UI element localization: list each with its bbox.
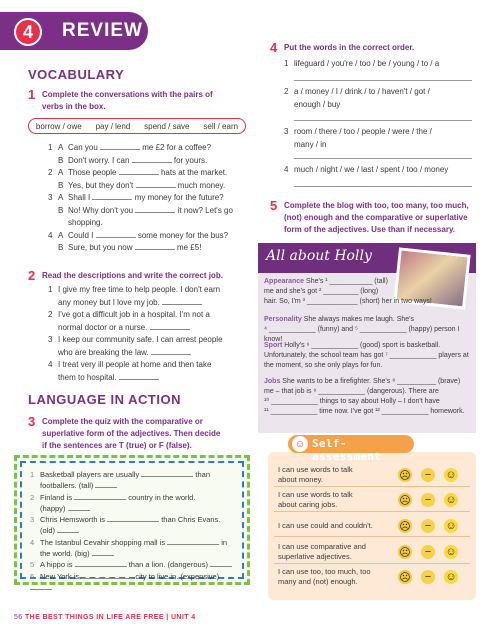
tf-blank[interactable] <box>68 503 90 511</box>
self-assessment-banner <box>288 435 414 463</box>
quiz-line: the world. (big) <box>30 548 234 559</box>
quiz-line: footballers. (tall) <box>30 480 234 491</box>
conversation-line: shopping. <box>68 218 103 227</box>
happy-face-icon[interactable]: ☺ <box>445 469 457 481</box>
happy-face-icon[interactable]: ☺ <box>445 494 457 506</box>
exercise-5-number: 5 <box>270 198 278 213</box>
sad-face-icon[interactable]: ☹ <box>399 546 411 559</box>
quiz-line: 1 Basketball players are usually than <box>30 470 211 479</box>
quiz-line: (happy) <box>30 503 234 514</box>
sad-face-icon[interactable]: ☹ <box>399 520 411 533</box>
exercise-1-instruction: Complete the conversations with the pairs of verbs in the box. <box>42 90 213 111</box>
answer-blank[interactable] <box>81 571 133 579</box>
reorder-item-2: 2 a / money / I / drink / to / haven't / got / enough / buy <box>284 87 430 109</box>
answer-blank[interactable] <box>119 372 159 380</box>
exercise-1-number: 1 <box>28 87 36 102</box>
self-assessment-row: I can use words to talk about caring jobs. <box>278 490 353 509</box>
conversation-line: B Sure, but you now me £5! <box>58 243 202 252</box>
description-line: them to hospital. <box>48 372 253 385</box>
footer-text: THE BEST THINGS IN LIFE ARE FREE | UNIT 4 <box>24 614 196 621</box>
neutral-face-icon[interactable]: − <box>421 493 435 507</box>
self-assessment-row: I can use comparative and superlative adjectives. <box>278 542 366 561</box>
answer-blank[interactable] <box>136 180 176 188</box>
exercise-2-descriptions <box>48 284 253 384</box>
answer-blank[interactable] <box>74 492 126 500</box>
exercise-4-instruction: Put the words in the correct order. <box>284 43 415 52</box>
description-line: 2 I've got a difficult job in a hospital. I'm not a <box>48 310 210 319</box>
sad-face-icon[interactable]: ☹ <box>399 571 411 584</box>
answer-blank[interactable] <box>107 514 159 522</box>
conversation-line: 1 A Can you me £2 for a coffee? <box>48 143 212 152</box>
neutral-face-icon[interactable]: − <box>421 519 435 533</box>
description-line: who are breaking the law. <box>48 347 253 360</box>
answer-line[interactable] <box>294 158 472 159</box>
word-pair: sell / earn <box>203 121 239 131</box>
answer-blank[interactable] <box>100 142 140 150</box>
word-pair: spend / save <box>144 121 190 131</box>
exercise-4-number: 4 <box>270 40 278 55</box>
happy-face-icon[interactable]: ☺ <box>445 571 457 583</box>
unit-badge <box>10 14 46 50</box>
tf-blank[interactable] <box>30 582 52 590</box>
row-divider <box>274 511 470 512</box>
sad-face-icon[interactable]: ☹ <box>399 494 411 507</box>
reorder-item-1: 1 lifeguard / you're / too / be / young / to / a <box>284 59 440 68</box>
exercise-3-number: 3 <box>28 414 36 429</box>
blog-sport: Sport Holly's ⁶ ____________ (good) sport is basketball. Unfortunately, the school team has got ⁷ ____________ players at the moment, so she only plays for fun. <box>264 342 469 369</box>
neutral-face-icon[interactable]: − <box>421 545 435 559</box>
blog-title: All about Holly <box>266 248 372 264</box>
answer-blank[interactable] <box>92 192 132 200</box>
happy-face-icon[interactable]: ☺ <box>445 546 457 558</box>
answer-blank[interactable] <box>119 167 159 175</box>
description-line: 4 I treat very ill people at home and then take <box>48 360 212 369</box>
self-assessment-row: I can use too, too much, too many and (not) enough. <box>278 567 371 586</box>
word-box <box>28 118 246 134</box>
answer-blank[interactable] <box>167 537 219 545</box>
row-divider <box>274 486 470 487</box>
exercise-2-instruction: Read the descriptions and write the correct job. <box>42 271 223 280</box>
answer-blank[interactable] <box>141 469 193 477</box>
description-line: 1 I give my free time to help people. I don't earn <box>48 285 221 294</box>
description-line: 3 I keep our community safe. I can arrest people <box>48 335 223 344</box>
tf-blank[interactable] <box>95 480 117 488</box>
tf-blank[interactable] <box>92 548 114 556</box>
answer-blank[interactable] <box>135 242 175 250</box>
quiz-box <box>14 455 250 585</box>
answer-blank[interactable] <box>96 230 136 238</box>
exercise-1-conversations <box>48 142 248 255</box>
answer-line[interactable] <box>294 186 472 187</box>
word-pair: borrow / owe <box>35 121 82 131</box>
unit-number: 4 <box>16 20 40 44</box>
self-assessment-title: Self-assessment <box>312 437 382 463</box>
quiz-line: (old) <box>30 525 234 536</box>
neutral-face-icon[interactable]: − <box>421 468 435 482</box>
reorder-item-4: 4 much / night / we / last / spent / too / money <box>284 165 449 174</box>
word-pair: pay / lend <box>95 121 131 131</box>
tf-blank[interactable] <box>210 559 232 567</box>
self-assessment-row: I can use could and couldn't. <box>278 521 373 530</box>
happy-face-icon[interactable]: ☺ <box>445 520 457 532</box>
page-footer <box>14 614 196 621</box>
blog-box <box>258 243 476 433</box>
quiz-line: 4 The Istanbul Cevahir shopping mall is in <box>30 537 228 547</box>
conversation-line: B Yes, but they don't much money. <box>58 180 226 190</box>
answer-blank[interactable] <box>151 347 191 355</box>
blog-appearance-end: hair. So, I'm ³ _____________ (short) her in two ways! <box>264 298 432 305</box>
exercise-3-instruction: Complete the quiz with the comparative or superlative form of the adjectives. Then decide if the sentences are T (true) or F (false). <box>42 417 221 450</box>
answer-blank[interactable] <box>132 155 172 163</box>
answer-line[interactable] <box>294 120 472 121</box>
quiz-line: 2 Finland is country in the world. <box>30 492 196 502</box>
description-line: any money but I love my job. <box>48 297 253 310</box>
answer-blank[interactable] <box>75 559 127 567</box>
language-heading: LANGUAGE IN ACTION <box>28 392 181 407</box>
conversation-line: 4 A Could I some money for the bus? <box>48 230 229 240</box>
review-title: REVIEW <box>62 20 143 41</box>
conversation-line: 2 A Those people hats at the market. <box>48 168 228 177</box>
row-divider <box>274 536 470 537</box>
answer-line[interactable] <box>294 80 472 81</box>
description-line: normal doctor or a nurse. <box>48 322 253 335</box>
conversation-line: 3 A Shall I my money for the future? <box>48 193 224 202</box>
blog-jobs: Jobs She wants to be a firefighter. She's ⁸ __________ (brave) me – that job is ⁹ ____________ (dangerous). There are ¹⁰ ____________ things to say about Holly – I don't have ¹¹ ____________ time now. I've got ¹² ____________ homework. <box>264 378 465 415</box>
self-assessment-row: I can use words to talk about money. <box>278 465 353 484</box>
blog-personality: Personality She always makes me laugh. She's ⁴ ____________ (funny) and ⁵ ____________ (happy) person I know! <box>264 316 460 343</box>
page-number: 56 <box>14 614 23 621</box>
exercise-2-number: 2 <box>28 268 36 283</box>
conversation-line: B No! Why don't you it now? Let's go <box>58 205 233 215</box>
quiz-line: 3 Chris Hemsworth is than Chris Evans. <box>30 515 221 525</box>
answer-blank[interactable] <box>150 322 190 330</box>
quiz-line: 5 A hippo is than a lion. (dangerous) <box>30 559 234 570</box>
neutral-face-icon[interactable]: − <box>421 570 435 584</box>
answer-blank[interactable] <box>162 297 202 305</box>
vocabulary-heading: VOCABULARY <box>28 67 125 82</box>
answer-blank[interactable] <box>135 205 175 213</box>
exercise-5-instruction: Complete the blog with too, too many, too much, (not) enough and the comparative or superlative form of the adjectives. Use than if necessary. <box>284 201 469 234</box>
lightbulb-icon: ☺ <box>292 436 308 452</box>
blog-appearance: Appearance She's ¹ ___________ (tall) me and she's got ² _________ (long) <box>264 278 388 295</box>
conversation-line: B Don't worry. I can for yours. <box>58 155 208 165</box>
quiz-line: 6 New York is city to live in. (expensive) <box>30 571 234 594</box>
row-divider <box>274 563 470 564</box>
reorder-item-3: 3 room / there / too / people / were / the / many / in <box>284 127 432 149</box>
tf-blank[interactable] <box>57 525 79 533</box>
sad-face-icon[interactable]: ☹ <box>399 469 411 482</box>
quiz-inner <box>20 461 244 579</box>
